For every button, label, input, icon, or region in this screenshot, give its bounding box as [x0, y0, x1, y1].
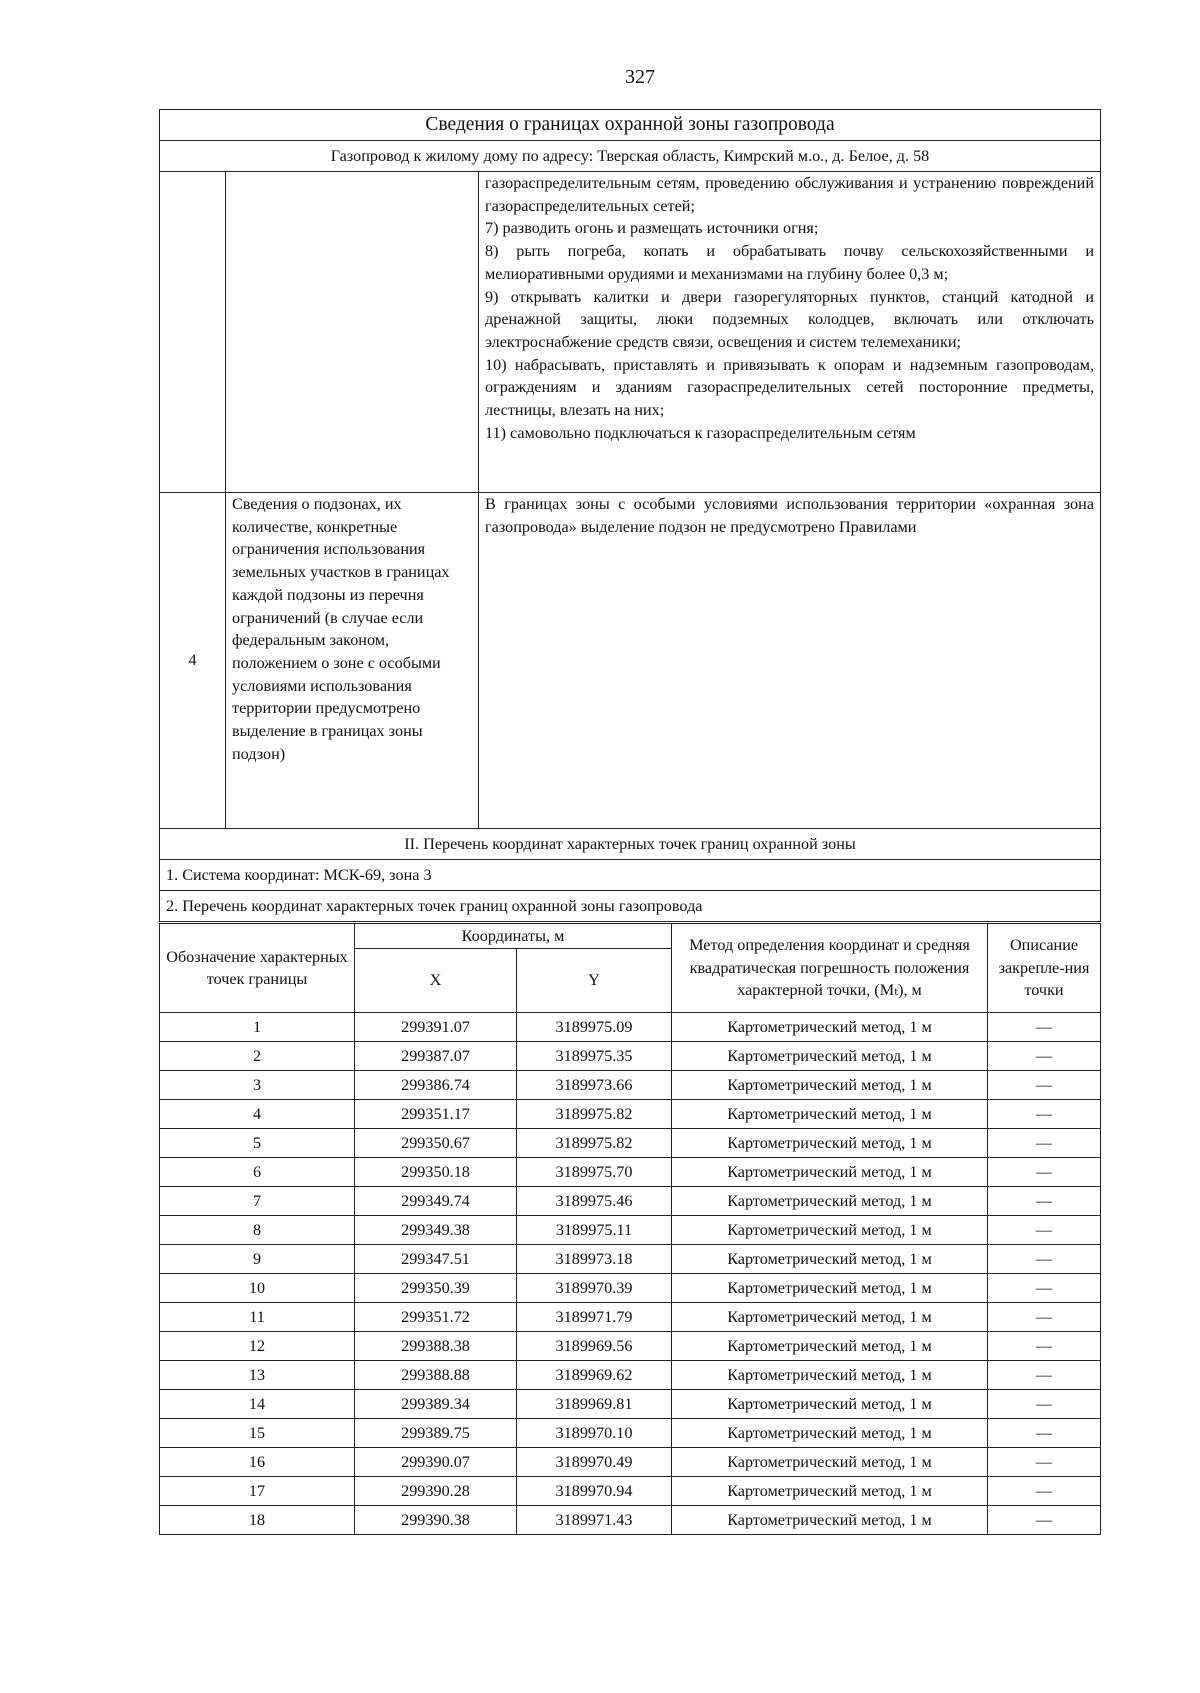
header-y: Y [517, 949, 672, 1013]
method-cell: Картометрический метод, 1 м [672, 1390, 988, 1419]
coord-y: 3189975.82 [517, 1129, 672, 1158]
coord-x: 299388.88 [355, 1361, 517, 1390]
method-cell: Картометрический метод, 1 м [672, 1361, 988, 1390]
subzones-label: Сведения о подзонах, их количестве, конкретные ограничения использования земельных участков в границах каждой подзоны из перечня ограничений (в случае если федеральным законом, положением о зоне с особыми условиями использования территории предусмотрено выделение в границах зоны подзон) [226, 493, 479, 829]
coord-x: 299349.38 [355, 1216, 517, 1245]
coords-list-title: 2. Перечень координат характерных точек границ охранной зоны газопровода [160, 891, 1101, 922]
description-cell: — [988, 1274, 1101, 1303]
coord-x: 299389.75 [355, 1419, 517, 1448]
coord-y: 3189975.70 [517, 1158, 672, 1187]
description-cell: — [988, 1071, 1101, 1100]
coord-x: 299351.17 [355, 1100, 517, 1129]
coord-y: 3189975.11 [517, 1216, 672, 1245]
point-number: 14 [160, 1390, 355, 1419]
method-cell: Картометрический метод, 1 м [672, 1419, 988, 1448]
restrictions-row [160, 172, 1101, 493]
restrictions-cell [479, 172, 1101, 493]
table-row [160, 1100, 1101, 1129]
coord-x: 299347.51 [355, 1245, 517, 1274]
list-title-row [160, 891, 1101, 922]
restriction-item: 8) рыть погреба, копать и обрабатывать почву сельскохозяйственными и мелиоративными орудиями и механизмами на глубину более 0,3 м; [485, 242, 1094, 283]
row-label-cell [226, 172, 479, 493]
coord-y: 3189970.49 [517, 1448, 672, 1477]
header-point: Обозначение характерных точек границы [160, 924, 355, 1013]
method-cell: Картометрический метод, 1 м [672, 1448, 988, 1477]
description-cell: — [988, 1100, 1101, 1129]
point-number: 1 [160, 1013, 355, 1042]
header-description: Описание закрепле-ния точки [988, 924, 1101, 1013]
table-row [160, 1361, 1101, 1390]
method-cell: Картометрический метод, 1 м [672, 1506, 988, 1535]
method-cell: Картометрический метод, 1 м [672, 1158, 988, 1187]
method-cell: Картометрический метод, 1 м [672, 1477, 988, 1506]
method-cell: Картометрический метод, 1 м [672, 1042, 988, 1071]
description-cell: — [988, 1187, 1101, 1216]
description-cell: — [988, 1506, 1101, 1535]
method-cell: Картометрический метод, 1 м [672, 1071, 988, 1100]
point-number: 16 [160, 1448, 355, 1477]
description-cell: — [988, 1042, 1101, 1071]
table-row [160, 1274, 1101, 1303]
method-cell: Картометрический метод, 1 м [672, 1245, 988, 1274]
point-number: 3 [160, 1071, 355, 1100]
subzones-value: В границах зоны с особыми условиями использования территории «охранная зона газопровода» выделение подзон не предусмотрено Правилами [479, 493, 1101, 829]
coord-x: 299389.34 [355, 1390, 517, 1419]
description-cell: — [988, 1390, 1101, 1419]
section-title-row [160, 829, 1101, 860]
coord-y: 3189973.18 [517, 1245, 672, 1274]
coord-x: 299391.07 [355, 1013, 517, 1042]
coord-y: 3189970.94 [517, 1477, 672, 1506]
point-number: 13 [160, 1361, 355, 1390]
point-number: 7 [160, 1187, 355, 1216]
subzones-row [160, 493, 1101, 829]
coord-x: 299390.28 [355, 1477, 517, 1506]
table-row [160, 1477, 1101, 1506]
table-row [160, 1187, 1101, 1216]
point-number: 6 [160, 1158, 355, 1187]
page-number: 327 [625, 66, 655, 88]
table-row [160, 1216, 1101, 1245]
method-cell: Картометрический метод, 1 м [672, 1303, 988, 1332]
section-title: II. Перечень координат характерных точек границ охранной зоны [160, 829, 1101, 860]
coord-x: 299351.72 [355, 1303, 517, 1332]
description-cell: — [988, 1245, 1101, 1274]
coord-y: 3189969.81 [517, 1390, 672, 1419]
coord-y: 3189973.66 [517, 1071, 672, 1100]
method-cell: Картометрический метод, 1 м [672, 1274, 988, 1303]
zone-info-table [159, 109, 1101, 922]
coords-header-row [160, 924, 1101, 949]
coord-x: 299390.07 [355, 1448, 517, 1477]
table-row [160, 1332, 1101, 1361]
point-number: 10 [160, 1274, 355, 1303]
coordinates-table [159, 923, 1101, 1535]
restriction-item: 11) самовольно подключаться к газораспределительным сетям [485, 423, 916, 442]
coord-x: 299388.38 [355, 1332, 517, 1361]
point-number: 17 [160, 1477, 355, 1506]
table-row [160, 1303, 1101, 1332]
point-number: 12 [160, 1332, 355, 1361]
description-cell: — [988, 1129, 1101, 1158]
header-method: Метод определения координат и средняя квадратическая погрешность положения характерной точки, (Mₜ), м [672, 924, 988, 1013]
table-row [160, 1129, 1101, 1158]
coord-x: 299390.38 [355, 1506, 517, 1535]
description-cell: — [988, 1013, 1101, 1042]
method-cell: Картометрический метод, 1 м [672, 1129, 988, 1158]
point-number: 11 [160, 1303, 355, 1332]
description-cell: — [988, 1477, 1101, 1506]
header-coords: Координаты, м [355, 924, 672, 949]
header-x: X [355, 949, 517, 1013]
description-cell: — [988, 1332, 1101, 1361]
point-number: 18 [160, 1506, 355, 1535]
point-number: 5 [160, 1129, 355, 1158]
point-number: 4 [160, 1100, 355, 1129]
coord-system: 1. Система координат: МСК-69, зона 3 [160, 860, 1101, 891]
row-number-cell [160, 172, 226, 493]
table-row [160, 1042, 1101, 1071]
restriction-item: 7) разводить огонь и размещать источники огня; [485, 219, 819, 238]
table-row [160, 1158, 1101, 1187]
point-number: 2 [160, 1042, 355, 1071]
table-row [160, 1419, 1101, 1448]
table-row [160, 1390, 1101, 1419]
method-cell: Картометрический метод, 1 м [672, 1216, 988, 1245]
restriction-item: газораспределительным сетям, проведению обслуживания и устранению повреждений газораспределительных сетей; [485, 174, 1094, 215]
coord-y: 3189969.56 [517, 1332, 672, 1361]
description-cell: — [988, 1158, 1101, 1187]
description-cell: — [988, 1361, 1101, 1390]
coord-x: 299386.74 [355, 1071, 517, 1100]
point-number: 8 [160, 1216, 355, 1245]
method-cell: Картометрический метод, 1 м [672, 1013, 988, 1042]
row-number: 4 [160, 493, 226, 829]
coord-y: 3189969.62 [517, 1361, 672, 1390]
coord-x: 299350.39 [355, 1274, 517, 1303]
coord-x: 299387.07 [355, 1042, 517, 1071]
coords-body [160, 1013, 1101, 1535]
coord-y: 3189975.35 [517, 1042, 672, 1071]
table-row [160, 1013, 1101, 1042]
description-cell: — [988, 1419, 1101, 1448]
restriction-item: 9) открывать калитки и двери газорегуляторных пунктов, станций катодной и дренажной защиты, люки подземных колодцев, включать или отключать электроснабжение средств связи, освещения и систем телемеханики; [485, 287, 1094, 351]
method-cell: Картометрический метод, 1 м [672, 1187, 988, 1216]
pipeline-address: Газопровод к жилому дому по адресу: Тверская область, Кимрский м.о., д. Белое, д. 58 [160, 141, 1101, 172]
coord-y: 3189971.79 [517, 1303, 672, 1332]
point-number: 9 [160, 1245, 355, 1274]
header-row [160, 110, 1101, 141]
table-row [160, 1245, 1101, 1274]
coord-system-row [160, 860, 1101, 891]
coord-x: 299350.18 [355, 1158, 517, 1187]
coord-y: 3189975.09 [517, 1013, 672, 1042]
coord-x: 299349.74 [355, 1187, 517, 1216]
point-number: 15 [160, 1419, 355, 1448]
table-row [160, 1071, 1101, 1100]
table-row [160, 1506, 1101, 1535]
coord-y: 3189970.39 [517, 1274, 672, 1303]
description-cell: — [988, 1448, 1101, 1477]
description-cell: — [988, 1216, 1101, 1245]
document-title: Сведения о границах охранной зоны газопровода [160, 110, 1101, 141]
coord-x: 299350.67 [355, 1129, 517, 1158]
restriction-item: 10) набрасывать, приставлять и привязывать к опорам и надземным газопроводам, ограждениям и зданиям газораспределительных сетей посторонние предметы, лестницы, влезать на них; [485, 355, 1094, 420]
coord-y: 3189971.43 [517, 1506, 672, 1535]
coord-y: 3189975.82 [517, 1100, 672, 1129]
method-cell: Картометрический метод, 1 м [672, 1332, 988, 1361]
subtitle-row [160, 141, 1101, 172]
table-row [160, 1448, 1101, 1477]
coord-y: 3189975.46 [517, 1187, 672, 1216]
method-cell: Картометрический метод, 1 м [672, 1100, 988, 1129]
description-cell: — [988, 1303, 1101, 1332]
coord-y: 3189970.10 [517, 1419, 672, 1448]
